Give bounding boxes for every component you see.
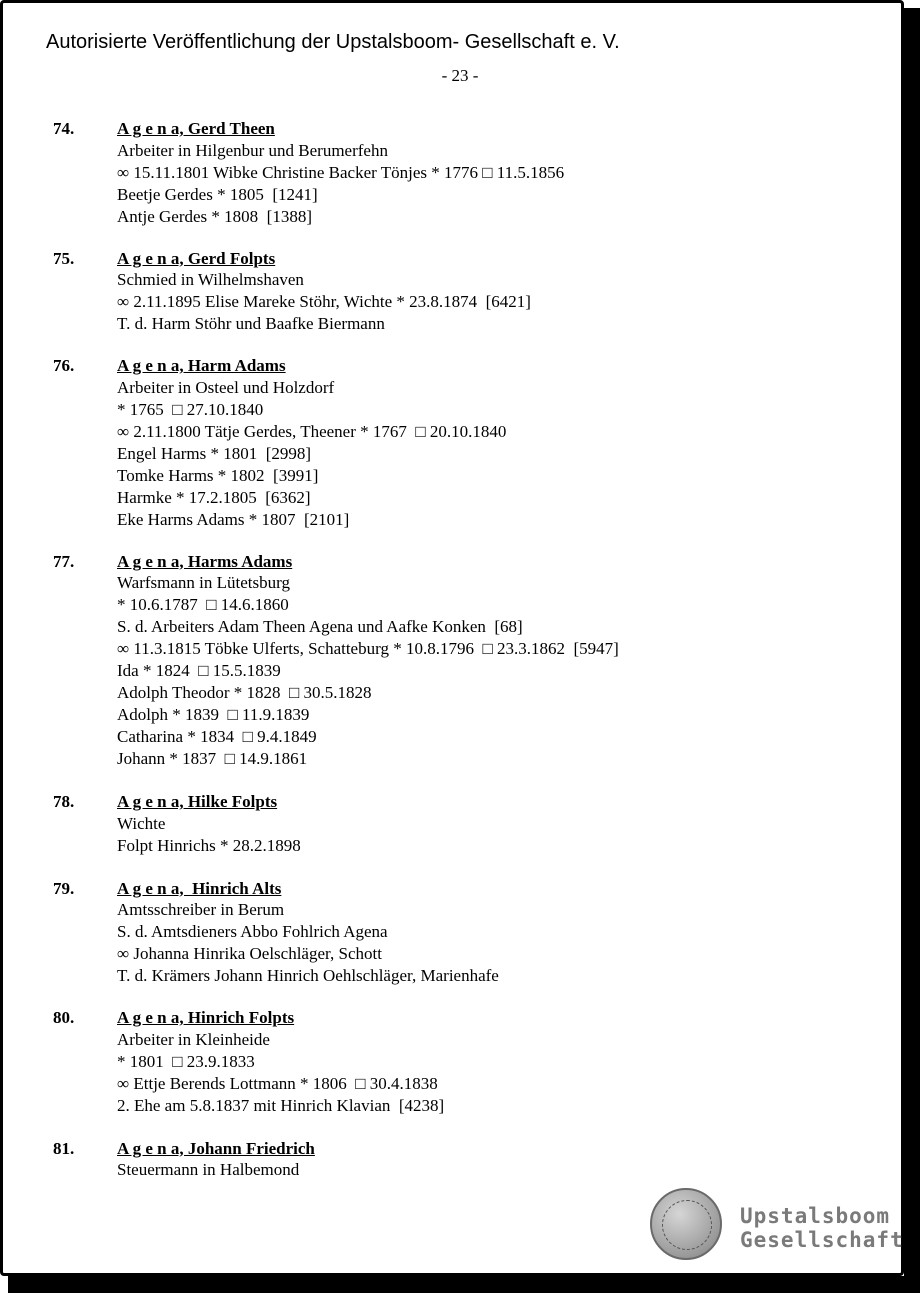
entry-number: 76. [53, 356, 75, 375]
entry-name: A g e n a, Hilke Folpts [117, 792, 278, 811]
entry-line: Adolph * 1839 □ 11.9.1839 [117, 705, 310, 724]
entry-77 [53, 551, 873, 771]
frame-shadow-right [904, 8, 920, 1293]
entry-line: Folpt Hinrichs * 28.2.1898 [117, 835, 301, 855]
entry-line: Eke Harms Adams * 1807 [2101] [117, 509, 350, 529]
entry-number: 75. [53, 248, 75, 268]
entry-name: A g e n a, Harm Adams [117, 356, 286, 375]
entry-list [53, 118, 873, 1181]
entry-line: S. d. Amtsdieners Abbo Fohlrich Agena [117, 922, 388, 941]
entry-79 [53, 878, 873, 988]
entry-name: A g e n a, Hinrich Alts [117, 878, 282, 898]
entry-line: * 1801 □ 23.9.1833 [117, 1051, 255, 1071]
page-number: - 23 - [441, 66, 479, 85]
entry-line: Beetje Gerdes * 1805 [1241] [117, 184, 318, 204]
entry-line: Ida * 1824 □ 15.5.1839 [117, 661, 281, 680]
entry-line: T. d. Krämers Johann Hinrich Oehlschläger, Marienhafe [117, 966, 499, 985]
logo-line-1: Upstalsboom [740, 1204, 891, 1228]
entry-line: Johann * 1837 □ 14.9.1861 [117, 749, 308, 768]
entry-line: * 1765 □ 27.10.1840 [117, 399, 264, 419]
entry-name: A g e n a, Gerd Theen [117, 119, 275, 138]
entry-line: Schmied in Wilhelmshaven [117, 270, 304, 289]
frame-shadow-bottom [8, 1276, 920, 1293]
entry-74 [53, 118, 873, 228]
page-header: Autorisierte Veröffentlichung der Upstalsboom- Gesellschaft e. V. [46, 31, 620, 53]
entry-80 [53, 1007, 873, 1117]
entry-number: 74. [53, 119, 75, 138]
entry-line: Arbeiter in Hilgenbur und Berumerfehn [117, 140, 388, 160]
entry-line: T. d. Harm Stöhr und Baafke Biermann [117, 314, 385, 333]
entry-line: Steuermann in Halbemond [117, 1160, 300, 1179]
entry-line: ∞ 11.3.1815 Töbke Ulferts, Schatteburg * 10.8.1796 □ 23.3.1862 [5947] [117, 639, 619, 658]
society-logo [650, 1188, 904, 1264]
entry-number: 81. [53, 1138, 75, 1158]
entry-81 [53, 1138, 873, 1182]
entry-number: 78. [53, 792, 75, 811]
entry-line: ∞ 2.11.1800 Tätje Gerdes, Theener * 1767 □ 20.10.1840 [117, 421, 507, 441]
entry-line: * 10.6.1787 □ 14.6.1860 [117, 595, 289, 614]
entry-name: A g e n a, Johann Friedrich [117, 1138, 315, 1158]
entry-name: A g e n a, Hinrich Folpts [117, 1008, 295, 1027]
entry-78 [53, 791, 873, 857]
entry-name: A g e n a, Harms Adams [117, 551, 293, 571]
entry-line: Harmke * 17.2.1805 [6362] [117, 487, 311, 507]
entry-line: Engel Harms * 1801 [2998] [117, 443, 312, 463]
entry-line: Adolph Theodor * 1828 □ 30.5.1828 [117, 683, 372, 702]
logo-text [740, 1204, 904, 1252]
entry-line: Arbeiter in Kleinheide [117, 1029, 270, 1049]
entry-line: Wichte [117, 813, 166, 833]
entry-line: ∞ 15.11.1801 Wibke Christine Backer Tönjes * 1776 □ 11.5.1856 [117, 162, 565, 182]
entry-line: Tomke Harms * 1802 [3991] [117, 465, 319, 485]
entry-line: Warfsmann in Lütetsburg [117, 573, 291, 592]
entry-line: S. d. Arbeiters Adam Theen Agena und Aafke Konken [68] [117, 617, 523, 636]
logo-line-2: Gesellschaft [740, 1228, 904, 1252]
entry-line: ∞ Ettje Berends Lottmann * 1806 □ 30.4.1838 [117, 1073, 438, 1093]
entry-line: ∞ Johanna Hinrika Oelschläger, Schott [117, 944, 382, 963]
entry-75 [53, 248, 873, 336]
entry-line: Arbeiter in Osteel und Holzdorf [117, 377, 335, 397]
entry-line: Antje Gerdes * 1808 [1388] [117, 206, 312, 226]
seal-icon [650, 1188, 722, 1260]
entry-name: A g e n a, Gerd Folpts [117, 248, 276, 268]
entry-76 [53, 355, 873, 531]
entry-line: Amtsschreiber in Berum [117, 900, 285, 919]
entry-line: Catharina * 1834 □ 9.4.1849 [117, 727, 317, 746]
entry-number: 79. [53, 878, 75, 898]
entry-line: 2. Ehe am 5.8.1837 mit Hinrich Klavian [4238] [117, 1095, 445, 1115]
entry-number: 77. [53, 551, 75, 571]
entry-line: ∞ 2.11.1895 Elise Mareke Stöhr, Wichte * 23.8.1874 [6421] [117, 292, 531, 311]
entry-number: 80. [53, 1008, 75, 1027]
